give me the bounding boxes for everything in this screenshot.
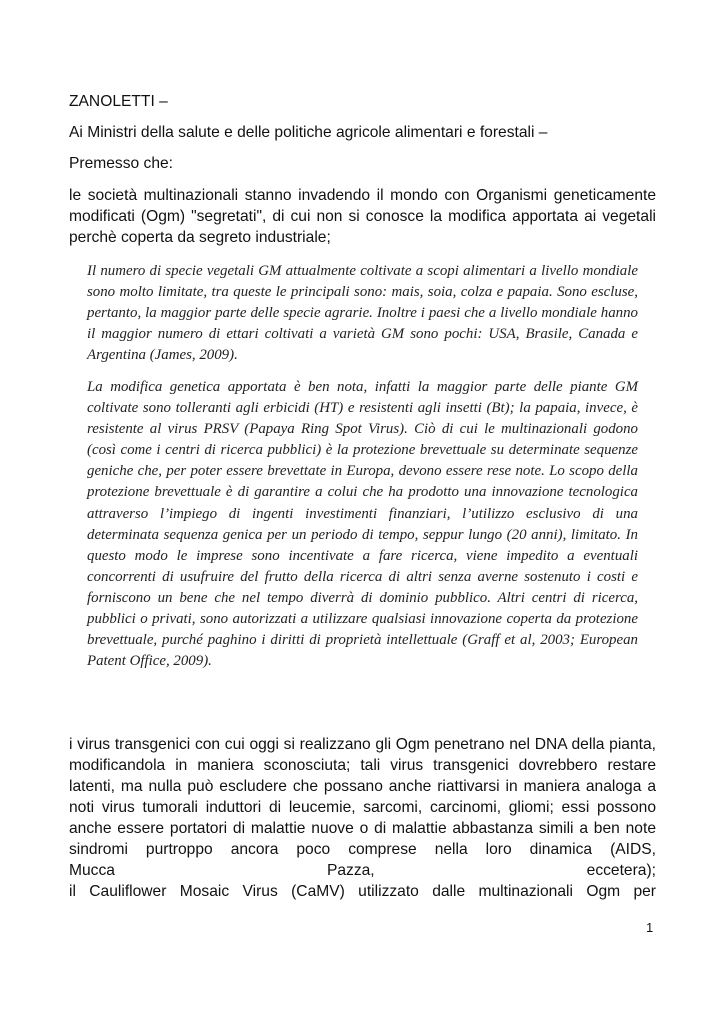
camv-word: per (633, 883, 656, 900)
camv-line (69, 881, 656, 902)
camv-word: (CaMV) (291, 883, 345, 900)
camv-word: utilizzato (358, 883, 419, 900)
premise-line: Premesso che: (69, 155, 174, 172)
spread-word: eccetera); (586, 862, 656, 879)
page-number: 1 (646, 920, 654, 935)
quote-paragraph-2: La modifica genetica apportata è ben nota, infatti la maggior parte delle piante GM coltivate sono tolleranti agli erbicidi (HT) e resistenti agli insetti (Bt); la papaia, invece, è resistente al virus PRSV (Papaya Ring Spot Virus). Ciò di cui le multinazionali godono (così come i centri di ricerca pubblici) è la protezione brevettuale su determinate sequenze geniche che, per poter essere brevettate in Europa, devono essere rese note. Lo scopo della protezione brevettuale è di garantire a colui che ha prodotto una innovazione tecnologica attraverso l’impiego di ingenti investimenti finanziari, l’utilizzo esclusivo di una determinata sequenza genica per un periodo di tempo, seppur lungo (20 anni), limitato. In questo modo le imprese sono incentivate a fare ricerca, viene impedito a eventuali concorrenti di usufruire del frutto della ricerca di altri senza averne sostenuto i costi e forniscono un bene che nel tempo diverrà di dominio pubblico. Altri centri di ricerca, pubblici o privati, sono autorizzati a utilizzare qualsiasi innovazione coperta da protezione brevettuale, purché paghino i diritti di proprietà intellettuale (Graff et al, 2003; European Patent Office, 2009). (87, 379, 638, 670)
camv-word: Cauliflower (89, 883, 167, 900)
intro-paragraph: le società multinazionali stanno invadendo il mondo con Organismi geneticamente modificati (Ogm) "segretati", di cui non si conosce la modifica apportata ai vegetali perchè coperta da segreto industriale; (69, 187, 656, 246)
virus-paragraph-block (69, 734, 656, 902)
quote-paragraph-1: Il numero di specie vegetali GM attualmente coltivate a scopi alimentari a livello mondiale sono molto limitate, tra queste le principali sono: mais, soia, colza e papaia. Sono escluse, pertanto, la maggior parte delle specie agrarie. Inoltre i paesi che a livello mondiale hanno il maggior numero di ettari coltivati a varietà GM sono pochi: USA, Brasile, Canada e Argentina (James, 2009). (87, 263, 638, 364)
document-heading: ZANOLETTI – (69, 93, 168, 110)
addressee-line: Ai Ministri della salute e delle politiche agricole alimentari e forestali – (69, 124, 548, 141)
spread-word: Pazza, (326, 862, 375, 879)
camv-word: dalle (432, 883, 466, 900)
camv-word: multinazionali (478, 883, 573, 900)
virus-paragraph: i virus transgenici con cui oggi si realizzano gli Ogm penetrano nel DNA della pianta, modificandola in maniera sconosciuta; tali virus transgenici dovrebbero restare latenti, ma nulla può escludere che possano anche riattivarsi in maniera analoga a noti virus tumorali induttori di leucemie, sarcomi, carcinomi, gliomi; essi possono anche essere portatori di malattie nuove o di malattie abbastanza simili a ben note sindromi purtroppo ancora poco comprese nella loro dinamica (AIDS, (69, 736, 656, 858)
virus-spread-line (69, 860, 656, 881)
camv-word: Virus (242, 883, 278, 900)
spread-word: Mucca (69, 862, 115, 879)
camv-word: il (69, 883, 76, 900)
camv-word: Ogm (586, 883, 621, 900)
camv-word: Mosaic (179, 883, 230, 900)
